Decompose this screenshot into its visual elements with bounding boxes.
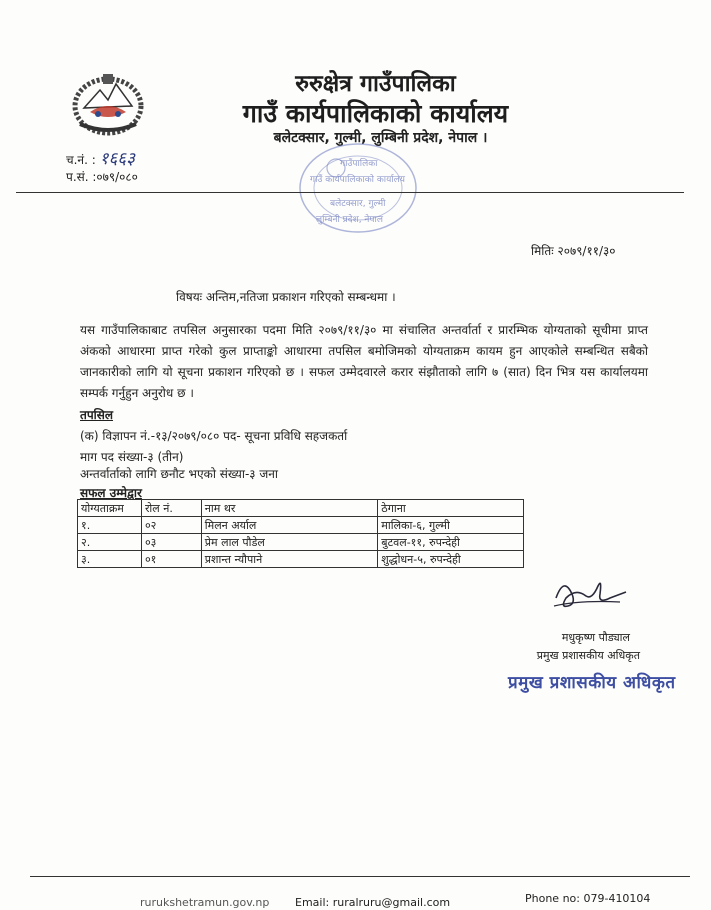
- table-header-row: [78, 500, 524, 517]
- signatory-name: मधुकृष्ण पौड्याल: [561, 631, 630, 644]
- cha-number-row: [66, 146, 135, 169]
- table-row: [78, 534, 524, 551]
- details-heading: तपसिल: [80, 408, 114, 422]
- table-header-cell: रोल नं.: [141, 500, 201, 517]
- table-header-cell: नाम थर: [201, 500, 378, 517]
- cha-number-handwritten: १६६३: [99, 149, 135, 169]
- stamp-text-1: गाउँपालिका: [340, 159, 378, 169]
- office-title-line1: रुरुक्षेत्र गाउँपालिका: [295, 71, 456, 97]
- letter-subject: विषयः अन्तिम,नतिजा प्रकाशन गरिएको सम्बन्धमा ।: [176, 290, 396, 304]
- stamp-text-3: बलेटक्सार, गुल्मी: [330, 199, 386, 209]
- pa-sa-number: प.सं. :०७९/०८०: [66, 170, 138, 184]
- candidate-table: [77, 499, 524, 568]
- address-cell: बुटवल-११, रुपन्देही: [378, 534, 524, 551]
- rank-cell: २.: [78, 534, 142, 551]
- signatory-designation: प्रमुख प्रशासकीय अधिकृत: [536, 649, 640, 662]
- successful-heading: सफल उम्मेद्वार: [80, 486, 142, 500]
- office-title-line2: गाउँ कार्यपालिकाको कार्यालय: [242, 99, 509, 128]
- letter-date: मितिः २०७९/११/३०: [531, 244, 616, 258]
- cha-number-label: च.नं. :: [66, 153, 96, 167]
- advert-line: (क) विज्ञापन नं.-१३/२०७९/०८० पद- सूचना प्रविधि सहजकर्ता: [80, 429, 348, 443]
- roll-cell: ०२: [141, 517, 201, 534]
- stamp-text-4: लुम्बिनी प्रदेश, नेपाल: [316, 215, 383, 225]
- demand-line: माग पद संख्या-३ (तीन): [80, 450, 184, 464]
- office-address: बलेटक्सार, गुल्मी, लुम्बिनी प्रदेश, नेपाल ।: [273, 130, 488, 146]
- name-cell: मिलन अर्याल: [201, 517, 378, 534]
- rank-cell: १.: [78, 517, 142, 534]
- header-divider: [16, 192, 684, 193]
- footer-divider: [30, 876, 690, 877]
- body-paragraph: यस गाउँपालिकाबाट तपसिल अनुसारका पदमा मिति २०७९/११/३० मा संचालित अन्तर्वार्ता र प्रारम्भिक योग्यताको सूचीमा प्राप्त अंकको आधारमा प्राप्त गरेको कुल प्राप्ताङ्को आधारमा तपसिल बमोजिमको योग्यताक्रम कायम हुन आएकोले सम्बन्धित सबैको जानकारीको लागि यो सूचना प्रकाशन गरिएको छ । सफल उम्मेदवारले करार संझौताको लागि ७ (सात) दिन भित्र यस कार्यालयमा सम्पर्क गर्नुहुन अनुरोध छ ।: [80, 323, 648, 400]
- rank-cell: ३.: [78, 551, 142, 568]
- shortlisted-line: अन्तर्वार्ताको लागि छनौट भएको संख्या-३ जना: [80, 467, 279, 481]
- table-row: [78, 551, 524, 568]
- roll-cell: ०१: [141, 551, 201, 568]
- address-cell: शुद्धोधन-५, रुपन्देही: [378, 551, 524, 568]
- handwritten-signature: [550, 568, 630, 618]
- table-header-cell: ठेगाना: [378, 500, 524, 517]
- designation-stamp: प्रमुख प्रशासकीय अधिकृत: [508, 673, 676, 693]
- footer-email: Email: ruralruru@gmail.com: [295, 896, 451, 909]
- footer-phone: Phone no: 079-410104: [525, 892, 651, 905]
- name-cell: प्रशान्त न्यौपाने: [201, 551, 378, 568]
- name-cell: प्रेम लाल पौडेल: [201, 534, 378, 551]
- roll-cell: ०३: [141, 534, 201, 551]
- table-header-cell: योग्यताक्रम: [78, 500, 142, 517]
- address-cell: मालिका-६, गुल्मी: [378, 517, 524, 534]
- stamp-text-2: गाउँ कार्यपालिकाको कार्यालय: [310, 175, 405, 185]
- table-row: [78, 517, 524, 534]
- footer-website: rurukshetramun.gov.np: [140, 896, 270, 909]
